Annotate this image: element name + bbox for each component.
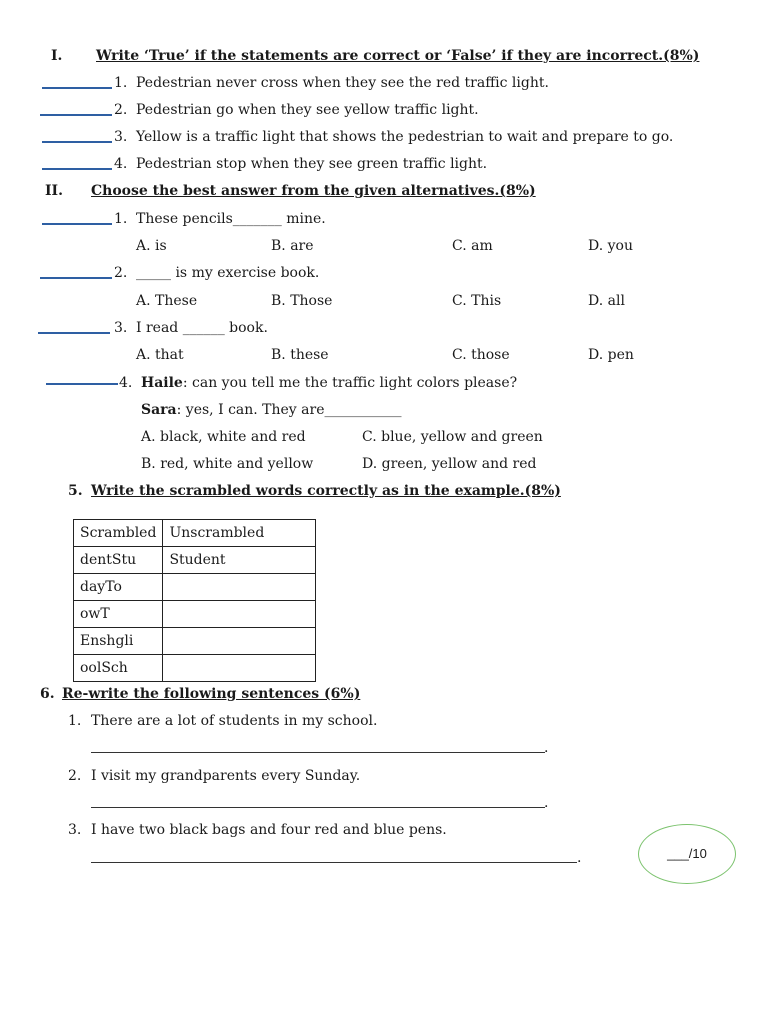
table-cell-answer: Student [163, 547, 316, 574]
answer-blank-s1-3[interactable] [42, 141, 112, 143]
option-c: C. those [452, 347, 510, 363]
table-row [74, 655, 316, 682]
answer-blank-s1-2[interactable] [40, 114, 112, 116]
option-d: D. all [588, 293, 625, 309]
table-cell-answer[interactable] [163, 601, 316, 628]
s2-q-num: 3. [114, 320, 128, 336]
table-header: Unscrambled [163, 520, 316, 547]
score-circle: ___/10 [638, 824, 736, 884]
table-row [74, 547, 316, 574]
s6-item-text: I visit my grandparents every Sunday. [91, 768, 361, 784]
s1-item-text: Pedestrian go when they see yellow traffic light. [136, 102, 479, 118]
s1-item-num: 2. [114, 102, 128, 118]
speaker-haile: Haile [141, 375, 183, 391]
section1-roman: I. [51, 48, 63, 64]
line-end-mark: . [544, 795, 549, 811]
s1-item-text: Yellow is a traffic light that shows the pedestrian to wait and prepare to go. [136, 129, 674, 145]
option-d: D. green, yellow and red [362, 456, 537, 472]
line-end-mark: . [577, 850, 582, 866]
dialogue-text-1: : can you tell me the traffic light colors please? [182, 375, 518, 391]
answer-blank-s2-1[interactable] [42, 223, 112, 225]
s1-item-text: Pedestrian never cross when they see the red traffic light. [136, 75, 549, 91]
table-cell-answer[interactable] [163, 655, 316, 682]
rewrite-line-2[interactable] [91, 807, 545, 808]
section5-num: 5. [68, 483, 83, 499]
answer-blank-s1-4[interactable] [42, 168, 112, 170]
table-cell-scrambled: dayTo [74, 574, 163, 601]
option-a: A. black, white and red [141, 429, 306, 445]
dialogue-line-2 [141, 402, 402, 418]
option-a: A. is [136, 238, 167, 254]
option-b: B. these [271, 347, 329, 363]
table-cell-scrambled: oolSch [74, 655, 163, 682]
table-row [74, 574, 316, 601]
s2-q-num: 1. [114, 211, 128, 227]
s6-item-num: 3. [68, 822, 82, 838]
s6-item-num: 2. [68, 768, 82, 784]
section6-num: 6. [40, 686, 55, 702]
table-row [74, 601, 316, 628]
s2-q-num: 4. [119, 375, 133, 391]
s1-item-num: 4. [114, 156, 128, 172]
s2-q-text: I read ______ book. [136, 320, 268, 336]
answer-blank-s2-2[interactable] [40, 277, 112, 279]
s2-q-text: These pencils_______ mine. [136, 211, 326, 227]
s1-item-num: 1. [114, 75, 128, 91]
line-end-mark: . [544, 740, 549, 756]
rewrite-line-3[interactable] [91, 862, 577, 863]
answer-blank-s2-3[interactable] [38, 332, 110, 334]
s2-q-num: 2. [114, 265, 128, 281]
option-a: A. that [136, 347, 184, 363]
option-d: D. you [588, 238, 633, 254]
table-cell-scrambled: owT [74, 601, 163, 628]
option-b: B. red, white and yellow [141, 456, 314, 472]
dialogue-line-1 [141, 375, 517, 391]
s2-q-text: _____ is my exercise book. [136, 265, 320, 281]
section6-heading: Re-write the following sentences (6%) [62, 686, 361, 702]
s1-item-text: Pedestrian stop when they see green traffic light. [136, 156, 488, 172]
section1-heading: Write ‘True’ if the statements are correct or ‘False’ if they are incorrect.(8%) [96, 48, 700, 64]
s6-item-num: 1. [68, 713, 82, 729]
section2-roman: II. [45, 183, 63, 199]
table-row [74, 628, 316, 655]
table-cell-scrambled: Enshgli [74, 628, 163, 655]
section2-heading: Choose the best answer from the given alternatives.(8%) [91, 183, 536, 199]
table-header-row [74, 520, 316, 547]
option-d: D. pen [588, 347, 634, 363]
option-b: B. are [271, 238, 314, 254]
table-cell-answer[interactable] [163, 574, 316, 601]
s6-item-text: There are a lot of students in my school. [91, 713, 378, 729]
table-cell-answer[interactable] [163, 628, 316, 655]
section5-heading: Write the scrambled words correctly as in the example.(8%) [91, 483, 561, 499]
scramble-table [73, 519, 316, 682]
s1-item-num: 3. [114, 129, 128, 145]
table-cell-scrambled: dentStu [74, 547, 163, 574]
s6-item-text: I have two black bags and four red and blue pens. [91, 822, 447, 838]
answer-blank-s1-1[interactable] [42, 87, 112, 89]
table-header: Scrambled [74, 520, 163, 547]
rewrite-line-1[interactable] [91, 752, 545, 753]
speaker-sara: Sara [141, 402, 177, 418]
answer-blank-s2-4[interactable] [46, 383, 118, 385]
dialogue-text-2: : yes, I can. They are___________ [176, 402, 402, 418]
option-c: C. am [452, 238, 493, 254]
option-c: C. This [452, 293, 502, 309]
option-b: B. Those [271, 293, 333, 309]
option-c: C. blue, yellow and green [362, 429, 543, 445]
option-a: A. These [136, 293, 198, 309]
